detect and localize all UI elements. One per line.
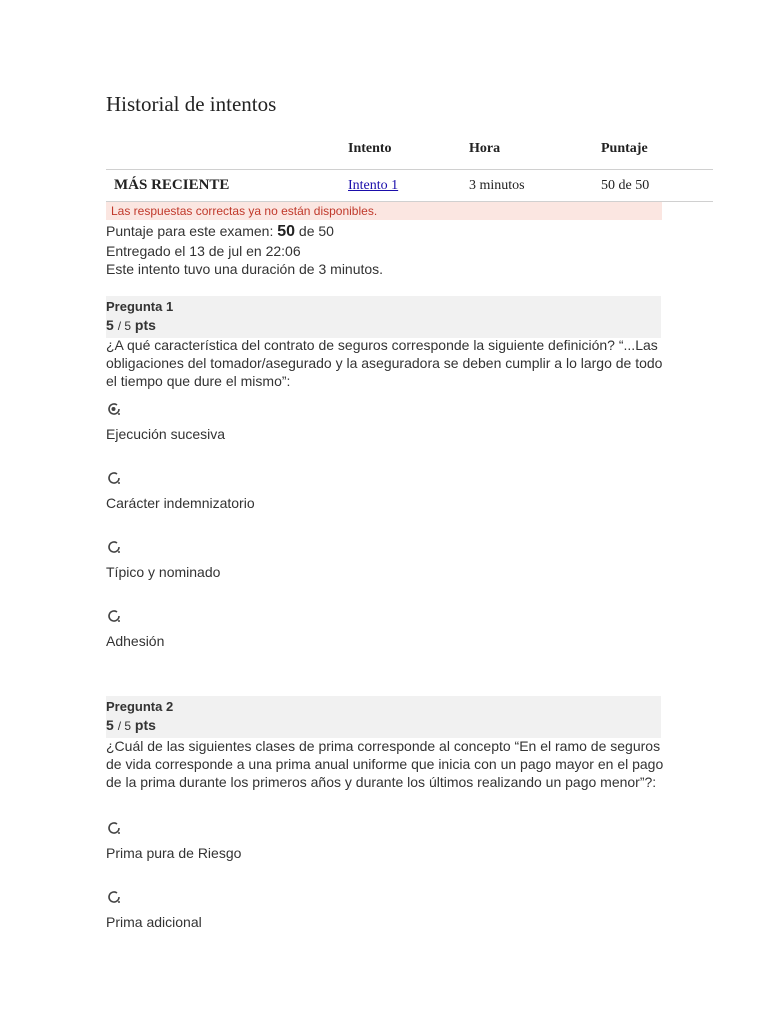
question-text: ¿A qué característica del contrato de seguros corresponde la siguiente definición? “...Las obligaciones del tomador/asegurado y la aseguradora se deben cumplir a lo largo de todo el tiempo que dure el mismo”:	[106, 337, 663, 389]
attempt-time: 3 minutos	[469, 178, 525, 193]
score-summary	[106, 223, 334, 241]
score-suffix: de 50	[298, 223, 334, 239]
column-header-hora: Hora	[469, 141, 501, 156]
column-header-puntaje: Puntaje	[601, 141, 648, 156]
points-earned: 5	[106, 317, 114, 333]
attempt-score: 50 de 50	[601, 178, 650, 193]
question-1-header	[106, 296, 661, 338]
points-unit: pts	[134, 717, 156, 733]
answer-option[interactable]: Ejecución sucesiva	[106, 426, 226, 442]
question-label: Pregunta 2	[106, 699, 174, 714]
answer-option[interactable]: Adhesión	[106, 633, 165, 649]
question-points	[106, 317, 156, 333]
points-total: / 5	[117, 719, 132, 733]
score-value: 50	[277, 223, 296, 240]
points-total: / 5	[117, 319, 132, 333]
column-header-intento: Intento	[348, 141, 392, 156]
attempt-duration: Este intento tuvo una duración de 3 minutos.	[106, 261, 384, 277]
answer-option[interactable]: Prima pura de Riesgo	[106, 845, 242, 861]
page-title: Historial de intentos	[106, 92, 277, 116]
radio-icon[interactable]	[107, 540, 121, 554]
points-unit: pts	[134, 317, 156, 333]
answer-option[interactable]: Típico y nominado	[106, 564, 221, 580]
question-points	[106, 717, 156, 733]
answer-option[interactable]: Prima adicional	[106, 914, 202, 930]
attempt-link[interactable]: Intento 1	[348, 178, 399, 193]
radio-icon[interactable]	[107, 890, 121, 904]
radio-icon[interactable]	[107, 609, 121, 623]
submitted-date: Entregado el 13 de jul en 22:06	[106, 243, 301, 259]
row-label: MÁS RECIENTE	[114, 177, 230, 193]
answer-option[interactable]: Carácter indemnizatorio	[106, 495, 255, 511]
score-prefix: Puntaje para este examen:	[106, 223, 274, 239]
question-label: Pregunta 1	[106, 299, 174, 314]
table-divider	[106, 169, 713, 170]
radio-icon[interactable]	[107, 471, 121, 485]
radio-selected-icon[interactable]	[107, 402, 121, 416]
answers-unavailable-notice: Las respuestas correctas ya no están disponibles.	[106, 202, 662, 220]
points-earned: 5	[106, 717, 114, 733]
question-2-header	[106, 696, 661, 738]
radio-icon[interactable]	[107, 821, 121, 835]
question-text: ¿Cuál de las siguientes clases de prima corresponde al concepto “En el ramo de seguros de vida corresponde a una prima anual uniforme que inicia con un pago mayor en el pago de la prima durante los primeros años y durante los últimos realizando un pago menor”?:	[106, 738, 664, 790]
